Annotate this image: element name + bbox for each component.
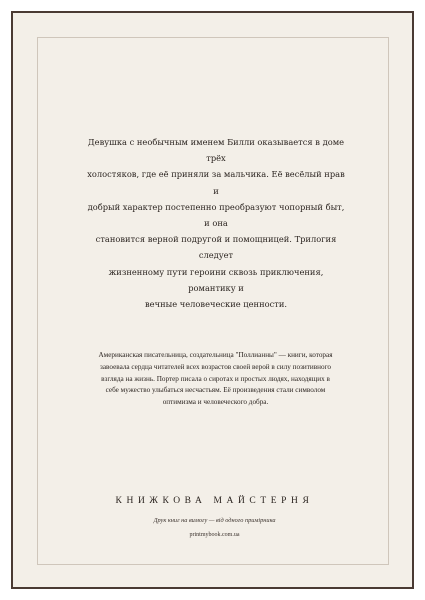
book-blurb xyxy=(86,134,346,312)
blurb-line: добрый характер постепенно преобразуют чопорный быт, и она xyxy=(87,201,345,229)
blurb-line: Девушка с необычным именем Билли оказывается в доме трёх xyxy=(87,137,345,164)
publisher-url: printmybook.com.ua xyxy=(189,532,240,538)
bio-line: завоевала сердца читателей всех возрастов своей верой в силу позитивного xyxy=(100,362,331,371)
bio-line: оптимизма и человеческого добра. xyxy=(162,398,269,407)
bio-line: себе мужество улыбаться несчастьям. Её произведения стали символом xyxy=(105,386,326,395)
publisher-name: КНИЖКОВА МАЙСТЕРНЯ xyxy=(115,496,314,506)
bio-line: Американская писательница, создательница "Поллианны" — книги, которая xyxy=(98,351,333,359)
bio-line: взгляда на жизнь. Портер писала о сиротах и простых людях, находящих в xyxy=(101,374,330,383)
publisher-tagline: Друк книг на вимогу — від одного примірника xyxy=(153,517,276,524)
author-bio xyxy=(77,350,354,409)
blurb-line: становится верной подругой и помощницей. Трилогия следует xyxy=(95,234,337,261)
blurb-line: жизненному пути героини сквозь приключения, романтику и xyxy=(108,266,324,293)
back-cover xyxy=(11,11,414,589)
blurb-line: вечные человеческие ценности. xyxy=(145,299,287,310)
blurb-line: холостяков, где её приняли за мальчика. Её весёлый нрав и xyxy=(87,169,345,196)
